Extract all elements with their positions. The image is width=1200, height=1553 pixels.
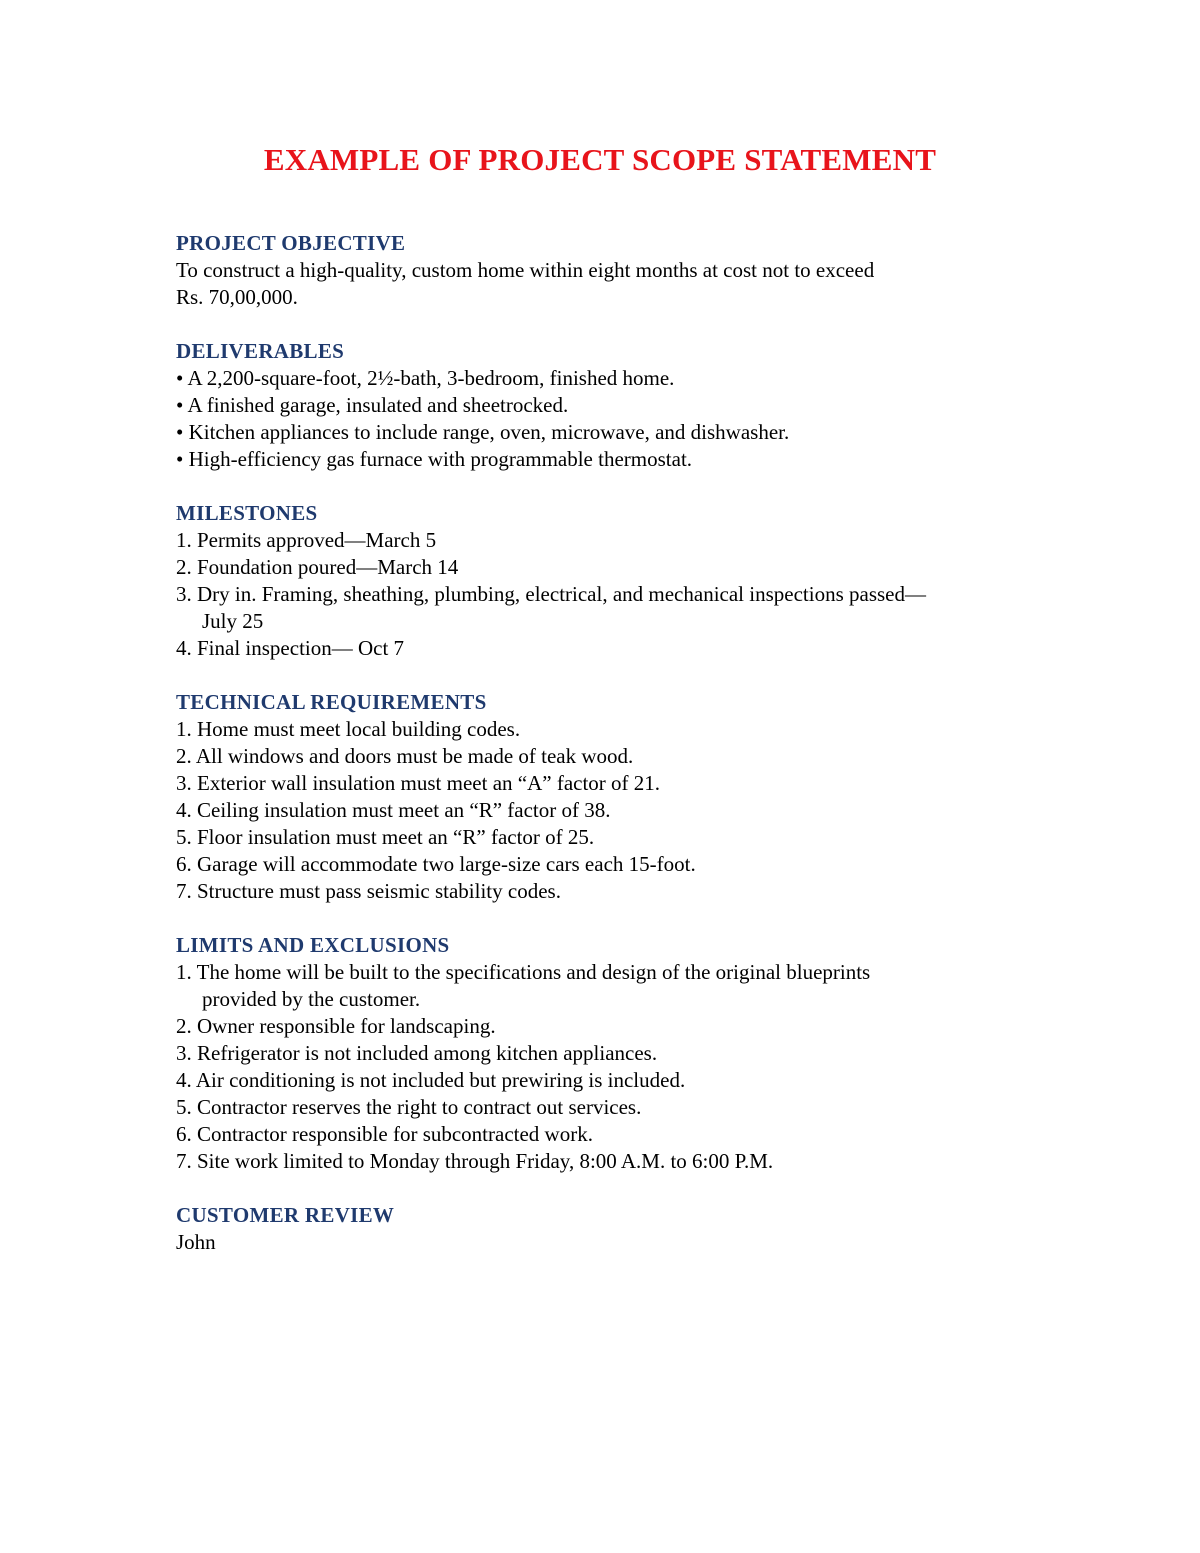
milestone-text: 4. Final inspection— Oct 7 bbox=[176, 636, 405, 660]
milestone-text: 1. Permits approved—March 5 bbox=[176, 528, 437, 552]
limit-continuation: provided by the customer. bbox=[202, 987, 421, 1011]
requirement-item: 2. All windows and doors must be made of teak wood. bbox=[176, 744, 634, 768]
section-customer-review bbox=[176, 1202, 1076, 1256]
limit-text: 1. The home will be built to the specifications and design of the original blueprints bbox=[176, 960, 871, 984]
limit-item bbox=[176, 1067, 1076, 1094]
limit-text: 4. Air conditioning is not included but prewiring is included. bbox=[176, 1068, 686, 1092]
section-project-objective bbox=[176, 230, 1076, 311]
section-technical-requirements bbox=[176, 689, 1076, 905]
milestone-item bbox=[176, 581, 1076, 635]
limit-text: 3. Refrigerator is not included among kitchen appliances. bbox=[176, 1041, 658, 1065]
requirement-item: 4. Ceiling insulation must meet an “R” factor of 38. bbox=[176, 798, 611, 822]
milestone-item bbox=[176, 527, 1076, 554]
requirement-item: 7. Structure must pass seismic stability codes. bbox=[176, 879, 561, 903]
limit-text: 2. Owner responsible for landscaping. bbox=[176, 1014, 496, 1038]
section-heading: MILESTONES bbox=[176, 501, 318, 525]
limit-item bbox=[176, 1040, 1076, 1067]
milestone-item bbox=[176, 635, 1076, 662]
deliverable-item: • A 2,200-square-foot, 2½-bath, 3-bedroom, finished home. bbox=[176, 366, 675, 390]
limit-item bbox=[176, 1094, 1076, 1121]
milestone-continuation: July 25 bbox=[202, 609, 264, 633]
section-limits-and-exclusions bbox=[176, 932, 1076, 1175]
limit-item bbox=[176, 959, 1076, 1013]
requirement-item: 6. Garage will accommodate two large-size cars each 15-foot. bbox=[176, 852, 696, 876]
objective-line: To construct a high-quality, custom home within eight months at cost not to exceed bbox=[176, 258, 875, 282]
section-heading: PROJECT OBJECTIVE bbox=[176, 231, 406, 255]
limit-text: 5. Contractor reserves the right to contract out services. bbox=[176, 1095, 642, 1119]
milestone-text: 2. Foundation poured—March 14 bbox=[176, 555, 459, 579]
section-milestones bbox=[176, 500, 1076, 662]
section-heading: DELIVERABLES bbox=[176, 339, 345, 363]
document-title: EXAMPLE OF PROJECT SCOPE STATEMENT bbox=[263, 142, 937, 177]
limit-text: 6. Contractor responsible for subcontracted work. bbox=[176, 1122, 593, 1146]
milestone-item bbox=[176, 554, 1076, 581]
section-heading: LIMITS AND EXCLUSIONS bbox=[176, 933, 450, 957]
customer-name: John bbox=[176, 1230, 216, 1254]
deliverable-item: • Kitchen appliances to include range, oven, microwave, and dishwasher. bbox=[176, 420, 790, 444]
limit-item bbox=[176, 1148, 1076, 1175]
objective-line: Rs. 70,00,000. bbox=[176, 285, 298, 309]
deliverable-item: • A finished garage, insulated and sheetrocked. bbox=[176, 393, 569, 417]
requirement-item: 1. Home must meet local building codes. bbox=[176, 717, 521, 741]
limit-text: 7. Site work limited to Monday through Friday, 8:00 A.M. to 6:00 P.M. bbox=[176, 1149, 774, 1173]
section-heading: TECHNICAL REQUIREMENTS bbox=[176, 690, 487, 714]
document-body bbox=[176, 230, 1076, 1283]
section-heading: CUSTOMER REVIEW bbox=[176, 1203, 395, 1227]
limit-item bbox=[176, 1013, 1076, 1040]
requirement-item: 5. Floor insulation must meet an “R” factor of 25. bbox=[176, 825, 595, 849]
requirement-item: 3. Exterior wall insulation must meet an “A” factor of 21. bbox=[176, 771, 661, 795]
deliverable-item: • High-efficiency gas furnace with programmable thermostat. bbox=[176, 447, 693, 471]
limit-item bbox=[176, 1121, 1076, 1148]
section-deliverables bbox=[176, 338, 1076, 473]
milestone-text: 3. Dry in. Framing, sheathing, plumbing, electrical, and mechanical inspections passed— bbox=[176, 582, 926, 606]
